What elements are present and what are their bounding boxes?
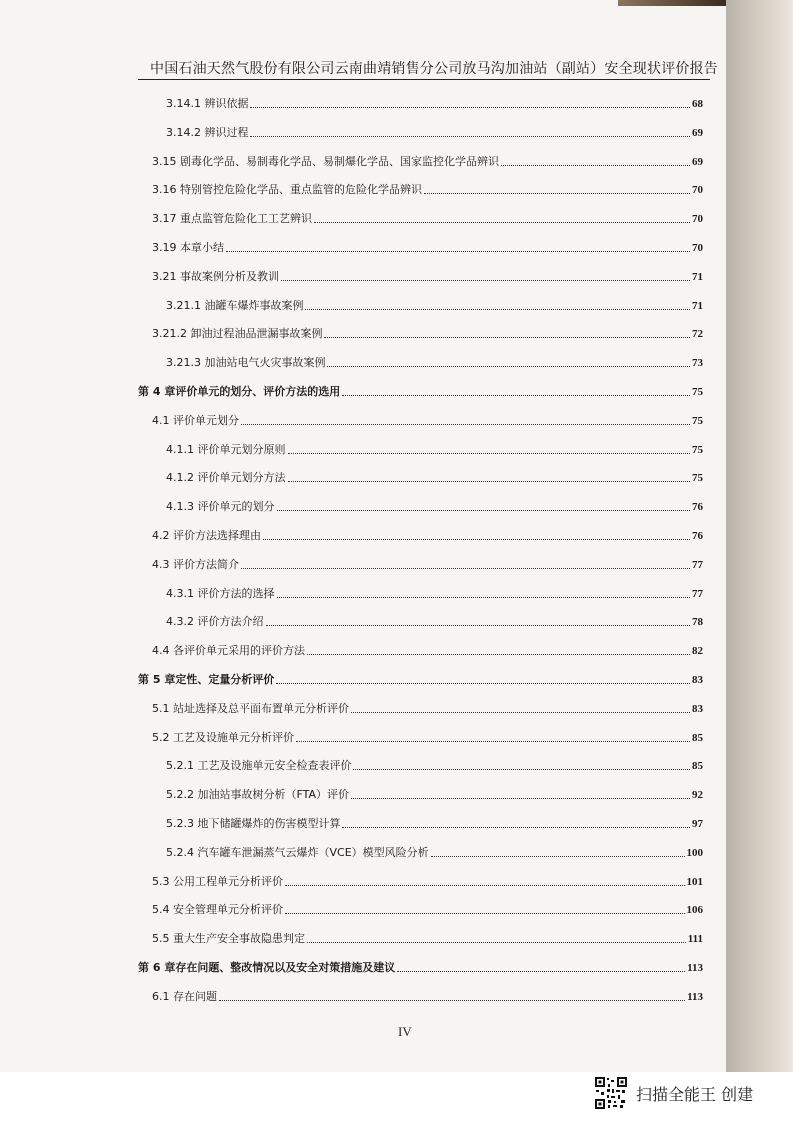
- page-number: IV: [398, 1024, 412, 1039]
- toc-page-number: 83: [692, 674, 703, 686]
- toc-dot-leader: [263, 539, 690, 540]
- toc-entry-title: 5.2.2 加油站事故树分析（FTA）评价: [166, 788, 350, 802]
- toc-page-number: 92: [692, 789, 703, 802]
- toc-entry-title: 4.3.1 评价方法的选择: [166, 586, 275, 600]
- toc-chapter-entry[interactable]: [138, 960, 703, 976]
- toc-entry-title: 5.2 工艺及设施单元分析评价: [152, 730, 294, 744]
- toc-dot-leader: [307, 654, 690, 655]
- toc-entry[interactable]: [166, 499, 703, 515]
- toc-entry-title: 5.2.4 汽车罐车泄漏蒸气云爆炸（VCE）模型风险分析: [166, 845, 429, 859]
- toc-entry[interactable]: [152, 989, 703, 1005]
- toc-dot-leader: [351, 712, 690, 713]
- toc-entry-title: 5.5 重大生产安全事故隐患判定: [152, 932, 305, 946]
- toc-page-number: 71: [692, 299, 703, 312]
- toc-entry[interactable]: [152, 326, 703, 342]
- toc-chapter-entry[interactable]: [138, 672, 703, 688]
- toc-entry-title: 3.14.2 辨识过程: [166, 125, 249, 139]
- toc-entry-title: 3.16 特别管控危险化学品、重点监管的危险化学品辨识: [152, 183, 422, 197]
- scan-background: [726, 0, 793, 1072]
- toc-entry[interactable]: [152, 931, 703, 947]
- toc-page-number: 75: [692, 386, 703, 398]
- toc-entry[interactable]: [166, 586, 703, 602]
- toc-entry[interactable]: [152, 240, 703, 256]
- toc-entry[interactable]: [166, 758, 703, 774]
- toc-dot-leader: [241, 424, 690, 425]
- toc-entry-title: 4.2 评价方法选择理由: [152, 529, 261, 542]
- toc-entry[interactable]: [152, 413, 703, 429]
- toc-entry[interactable]: [152, 182, 703, 198]
- watermark-text: 扫描全能王 创建: [636, 1084, 754, 1104]
- toc-page-number: 113: [687, 990, 703, 1003]
- toc-chapter-entry[interactable]: [138, 384, 703, 400]
- toc-entry[interactable]: [166, 787, 703, 803]
- toc-entry[interactable]: [152, 874, 703, 890]
- toc-entry[interactable]: [152, 643, 703, 659]
- toc-dot-leader: [296, 741, 690, 742]
- toc-dot-leader: [342, 395, 690, 396]
- toc-entry-title: 5.3 公用工程单元分析评价: [152, 874, 283, 888]
- toc-entry[interactable]: [166, 355, 703, 371]
- toc-page-number: 113: [687, 962, 703, 974]
- scanner-watermark: [594, 1075, 753, 1111]
- toc-dot-leader: [288, 481, 691, 482]
- toc-page-number: 100: [686, 846, 703, 859]
- toc-dot-leader: [353, 769, 690, 770]
- toc-page-number: 75: [692, 443, 703, 456]
- toc-page-number: 70: [692, 242, 703, 254]
- toc-page-number: 82: [692, 645, 703, 658]
- toc-page-number: 75: [692, 472, 703, 485]
- toc-dot-leader: [226, 251, 690, 252]
- toc-entry-title: 第 6 章存在问题、整改情况以及安全对策措施及建议: [138, 961, 396, 974]
- toc-entry-title: 4.1.2 评价单元划分方法: [166, 471, 286, 485]
- toc-dot-leader: [307, 942, 686, 943]
- toc-page-number: 97: [692, 818, 703, 830]
- toc-dot-leader: [314, 222, 690, 223]
- toc-page-number: 69: [692, 126, 703, 139]
- toc-entry-title: 4.1.1 评价单元划分原则: [166, 442, 286, 456]
- toc-entry[interactable]: [166, 298, 703, 314]
- toc-page-number: 69: [692, 155, 703, 168]
- toc-page-number: 85: [692, 760, 703, 773]
- toc-dot-leader: [219, 1000, 685, 1001]
- toc-entry[interactable]: [166, 125, 703, 141]
- toc-entry[interactable]: [166, 470, 703, 486]
- toc-page-number: 76: [692, 530, 703, 542]
- toc-entry[interactable]: [152, 557, 703, 573]
- toc-page-number: 76: [692, 501, 703, 514]
- toc-page-number: 77: [692, 587, 703, 600]
- toc-entry[interactable]: [152, 701, 703, 717]
- toc-entry-title: 3.21 事故案例分析及教训: [152, 269, 279, 283]
- toc-entry-title: 3.19 本章小结: [152, 241, 224, 254]
- toc-entry[interactable]: [166, 816, 703, 832]
- toc-entry-title: 3.15 剧毒化学品、易制毒化学品、易制爆化学品、国家监控化学品辨识: [152, 154, 499, 168]
- toc-entry-title: 5.1 站址选择及总平面布置单元分析评价: [152, 701, 349, 715]
- toc-page-number: 78: [692, 616, 703, 629]
- toc-page-number: 75: [692, 414, 703, 427]
- toc-page-number: 106: [686, 904, 703, 917]
- toc-page-number: 71: [692, 270, 703, 283]
- toc-dot-leader: [277, 510, 691, 511]
- toc-page-number: 85: [692, 731, 703, 744]
- toc-page-number: 70: [692, 184, 703, 197]
- toc-page-number: 111: [687, 933, 703, 946]
- report-header: 中国石油天然气股份有限公司云南曲靖销售分公司放马沟加油站（副站）安全现状评价报告: [150, 61, 718, 77]
- toc-page-number: 73: [692, 357, 703, 370]
- toc-dot-leader: [351, 798, 690, 799]
- toc-entry-title: 3.21.3 加油站电气火灾事故案例: [166, 356, 326, 370]
- toc-entry-title: 5.2.1 工艺及设施单元安全检查表评价: [166, 759, 352, 773]
- toc-entry-title: 4.1 评价单元划分: [152, 413, 239, 427]
- toc-entry[interactable]: [152, 154, 703, 170]
- toc-entry-title: 4.4 各评价单元采用的评价方法: [152, 644, 305, 658]
- toc-entry-title: 5.2.3 地下储罐爆炸的伤害模型计算: [166, 817, 341, 830]
- toc-entry[interactable]: [166, 845, 703, 861]
- toc-page-number: 72: [692, 328, 703, 341]
- toc-dot-leader: [431, 856, 685, 857]
- toc-entry[interactable]: [152, 528, 703, 544]
- toc-entry-title: 3.21.2 卸油过程油品泄漏事故案例: [152, 327, 323, 341]
- toc-entry-title: 4.3 评价方法简介: [152, 557, 239, 571]
- qr-code-icon: [594, 1076, 628, 1110]
- toc-entry[interactable]: [152, 730, 703, 746]
- toc-entry-title: 3.17 重点监管危险化工工艺辨识: [152, 212, 312, 226]
- toc-entry[interactable]: [166, 442, 703, 458]
- toc-page-number: 70: [692, 213, 703, 226]
- toc-dot-leader: [288, 453, 691, 454]
- toc-dot-leader: [250, 136, 690, 137]
- toc-dot-leader: [285, 913, 685, 914]
- toc-dot-leader: [241, 568, 690, 569]
- toc-entry[interactable]: [152, 902, 703, 918]
- toc-entry-title: 4.3.2 评价方法介绍: [166, 615, 264, 629]
- toc-dot-leader: [277, 597, 691, 598]
- toc-entry[interactable]: [166, 614, 703, 630]
- toc-dot-leader: [281, 280, 690, 281]
- toc-page-number: 83: [692, 702, 703, 715]
- toc-entry-title: 6.1 存在问题: [152, 989, 217, 1003]
- toc-entry-title: 5.4 安全管理单元分析评价: [152, 903, 283, 917]
- toc-dot-leader: [276, 683, 690, 684]
- toc-entry-title: 3.21.1 油罐车爆炸事故案例: [166, 298, 304, 312]
- toc-page-number: 77: [692, 558, 703, 571]
- toc-page-number: 101: [686, 875, 703, 888]
- toc-entry[interactable]: [166, 96, 703, 112]
- toc-page-number: 68: [692, 98, 703, 110]
- toc-dot-leader: [424, 193, 690, 194]
- toc-dot-leader: [266, 625, 691, 626]
- toc-dot-leader: [324, 337, 690, 338]
- toc-dot-leader: [397, 971, 685, 972]
- toc-entry-title: 第 4 章评价单元的划分、评价方法的选用: [138, 385, 341, 398]
- toc-entry-title: 第 5 章定性、定量分析评价: [138, 673, 275, 686]
- toc-entry-title: 3.14.1 辨识依据: [166, 97, 249, 110]
- toc-entry[interactable]: [152, 269, 703, 285]
- toc-entry[interactable]: [152, 211, 703, 227]
- toc-dot-leader: [501, 165, 690, 166]
- toc-dot-leader: [327, 366, 690, 367]
- toc-dot-leader: [342, 827, 690, 828]
- toc-dot-leader: [285, 885, 685, 886]
- toc-dot-leader: [250, 107, 690, 108]
- toc-dot-leader: [305, 309, 690, 310]
- toc-entry-title: 4.1.3 评价单元的划分: [166, 500, 275, 514]
